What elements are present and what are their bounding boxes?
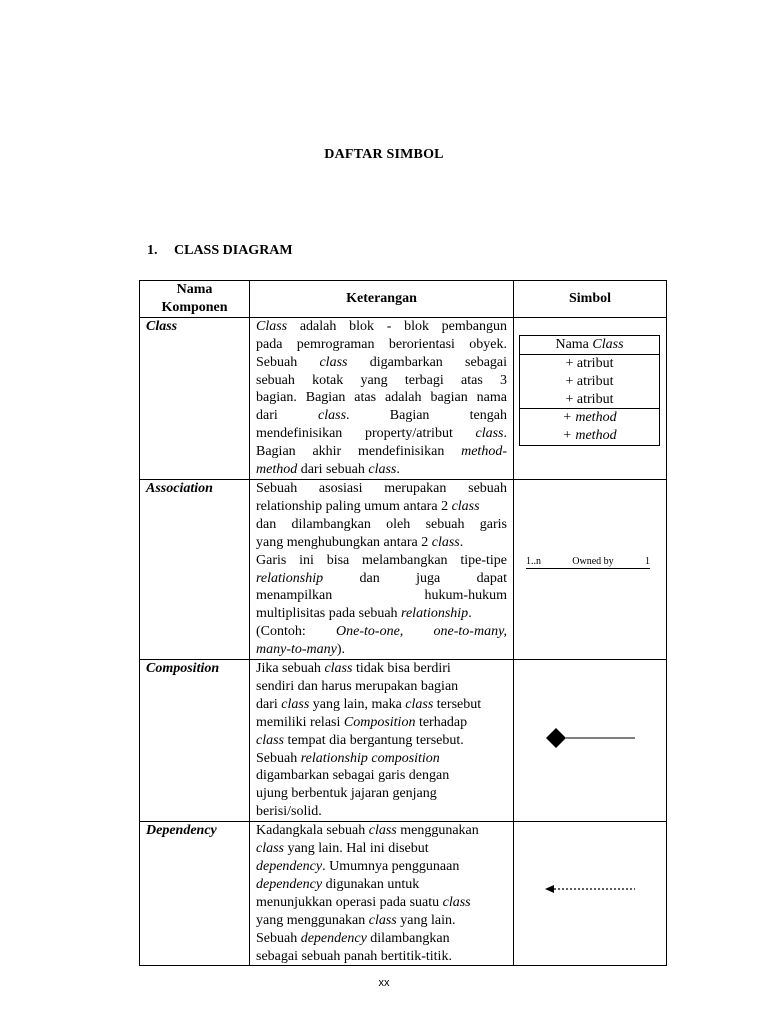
composition-symbol-cell: [514, 660, 667, 822]
component-name: Composition: [140, 660, 250, 822]
dependency-arrow-icon: [514, 822, 667, 966]
table-header-row: [140, 281, 667, 318]
association-label: Owned by: [572, 555, 614, 567]
multiplicity-left: 1..n: [526, 555, 541, 567]
attribute-item: + atribut: [565, 373, 614, 389]
association-symbol-cell: [514, 479, 667, 659]
component-name: Class: [140, 317, 250, 479]
composition-diamond-icon: [514, 660, 667, 820]
method-item: + method: [562, 410, 617, 426]
component-description: Class adalah blok - blok pembangun pada pemrograman berorientasi obyek. Sebuah class digambarkan sebagai sebuah kotak yang terbagi atas 3 bagian. Bagian atas adalah bagian nama dari class. Bagian tengah mendefinisikan property/atribut class. Bagian akhir mendefinisikan method- method dari sebuah class.: [250, 317, 514, 479]
class-box-attribute-section: [520, 355, 659, 410]
table-row: [140, 660, 667, 822]
component-name: Dependency: [140, 822, 250, 966]
dependency-symbol-cell: [514, 822, 667, 966]
table-row: [140, 479, 667, 659]
attribute-item: + atribut: [565, 391, 614, 407]
component-description: Sebuah asosiasi merupakan sebuah relationship paling umum antara 2 class dan dilambangkan oleh sebuah garis yang menghubungkan antara 2 class. Garis ini bisa melambangkan tipe-tipe relationship dan juga dapat menampilkan hukum-hukum multiplisitas pada sebuah relationship. (Contoh: One-to-one, one-to-many, many-to-many).: [250, 479, 514, 659]
association-line-symbol: [526, 556, 650, 569]
table-row: [140, 822, 667, 966]
class-box-method-section: [520, 409, 659, 445]
component-description: Kadangkala sebuah class menggunakan class yang lain. Hal ini disebut dependency. Umumnya penggunaan dependency digunakan untuk menunjukkan operasi pada suatu class yang menggunakan class yang lain. Sebuah dependency dilambangkan sebagai sebuah panah bertitik-titik.: [250, 822, 514, 966]
page-number: xx: [378, 977, 390, 989]
symbol-table: [139, 280, 667, 966]
method-item: + method: [562, 428, 617, 444]
section-heading: [147, 243, 293, 259]
multiplicity-right: 1: [644, 555, 650, 567]
header-nama-komponen: Nama Komponen: [140, 281, 250, 318]
page-title: DAFTAR SIMBOL: [324, 147, 444, 162]
table-row: [140, 317, 667, 479]
attribute-item: + atribut: [565, 355, 614, 371]
section-title: CLASS DIAGRAM: [174, 243, 293, 258]
header-simbol: Simbol: [514, 281, 667, 318]
class-box-name-section: Nama Class: [520, 336, 659, 355]
class-symbol-cell: [514, 317, 667, 479]
component-description: Jika sebuah class tidak bisa berdiri sendiri dan harus merupakan bagian dari class yang lain, maka class tersebut memiliki relasi Composition terhadap class tempat dia bergantung tersebut. Sebuah relationship composition digambarkan sebagai garis dengan ujung berbentuk jajaran genjang berisi/solid.: [250, 660, 514, 822]
class-box-symbol: [519, 335, 660, 446]
header-keterangan: Keterangan: [250, 281, 514, 318]
component-name: Association: [140, 479, 250, 659]
section-number: 1.: [147, 243, 158, 258]
